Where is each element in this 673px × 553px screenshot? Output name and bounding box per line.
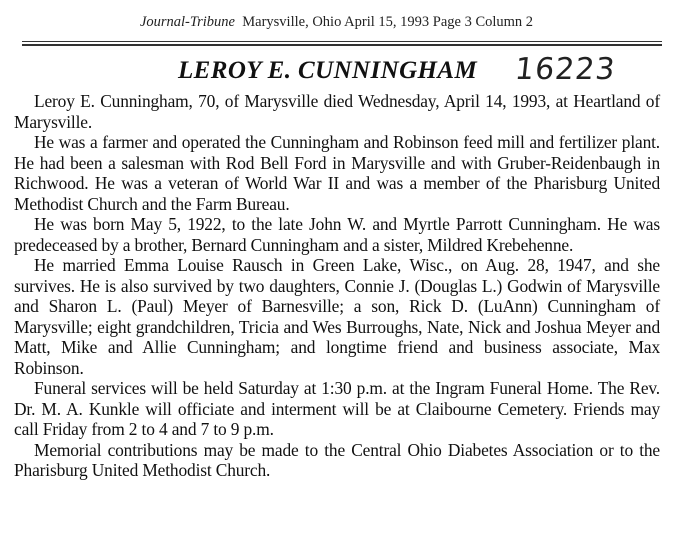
divider-rule-thick (22, 44, 662, 46)
divider-rule (22, 41, 662, 42)
citation-line (0, 14, 673, 31)
paragraph-services: Funeral services will be held Saturday at 1:30 p.m. at the Ingram Funeral Home. The Rev. Dr. M. A. Kunkle will officiate and interment will be at Claibourne Cemetery. Friends may call Friday from 2 to 4 and 7 to 9 p.m. (14, 378, 660, 439)
paragraph-birth: He was born May 5, 1922, to the late John W. and Myrtle Parrott Cunningham. He was predeceased by a brother, Bernard Cunningham and a sister, Mildred Krebehenne. (14, 214, 660, 255)
paragraph-death-notice: Leroy E. Cunningham, 70, of Marysville died Wednesday, April 14, 1993, at Heartland of Marysville. (14, 91, 660, 132)
handwritten-number: 16223 (513, 52, 618, 87)
obituary-body (14, 91, 660, 481)
paragraph-memorials: Memorial contributions may be made to the Central Ohio Diabetes Association or to the Pharisburg United Methodist Church. (14, 439, 660, 480)
paragraph-survivors: He married Emma Louise Rausch in Green Lake, Wisc., on Aug. 28, 1947, and she survives. He is also survived by two daughters, Connie J. (Douglas L.) Godwin of Marysville and Sharon L. (Paul) Meyer of Barnesville; a son, Rick D. (LuAnn) Cunningham of Marysville; eight grandchildren, Tricia and Wes Burroughs, Nate, Nick and Joshua Meyer and Matt, Mike and Allie Cunningham; and longtime friend and business associate, Max Robinson. (14, 255, 660, 378)
citation-details: Marysville, Ohio April 15, 1993 Page 3 Column 2 (242, 14, 534, 30)
paragraph-career: He was a farmer and operated the Cunningham and Robinson feed mill and fertilizer plant. He had been a salesman with Rod Bell Ford in Marysville and with Gruber-Reidenbaugh in Richwood. He was a veteran of World War II and was a member of the Pharisburg United Methodist Church and the Farm Bureau. (14, 132, 660, 214)
newspaper-name: Journal-Tribune (139, 14, 235, 30)
obituary-headline: LEROY E. CUNNINGHAM (178, 57, 478, 84)
